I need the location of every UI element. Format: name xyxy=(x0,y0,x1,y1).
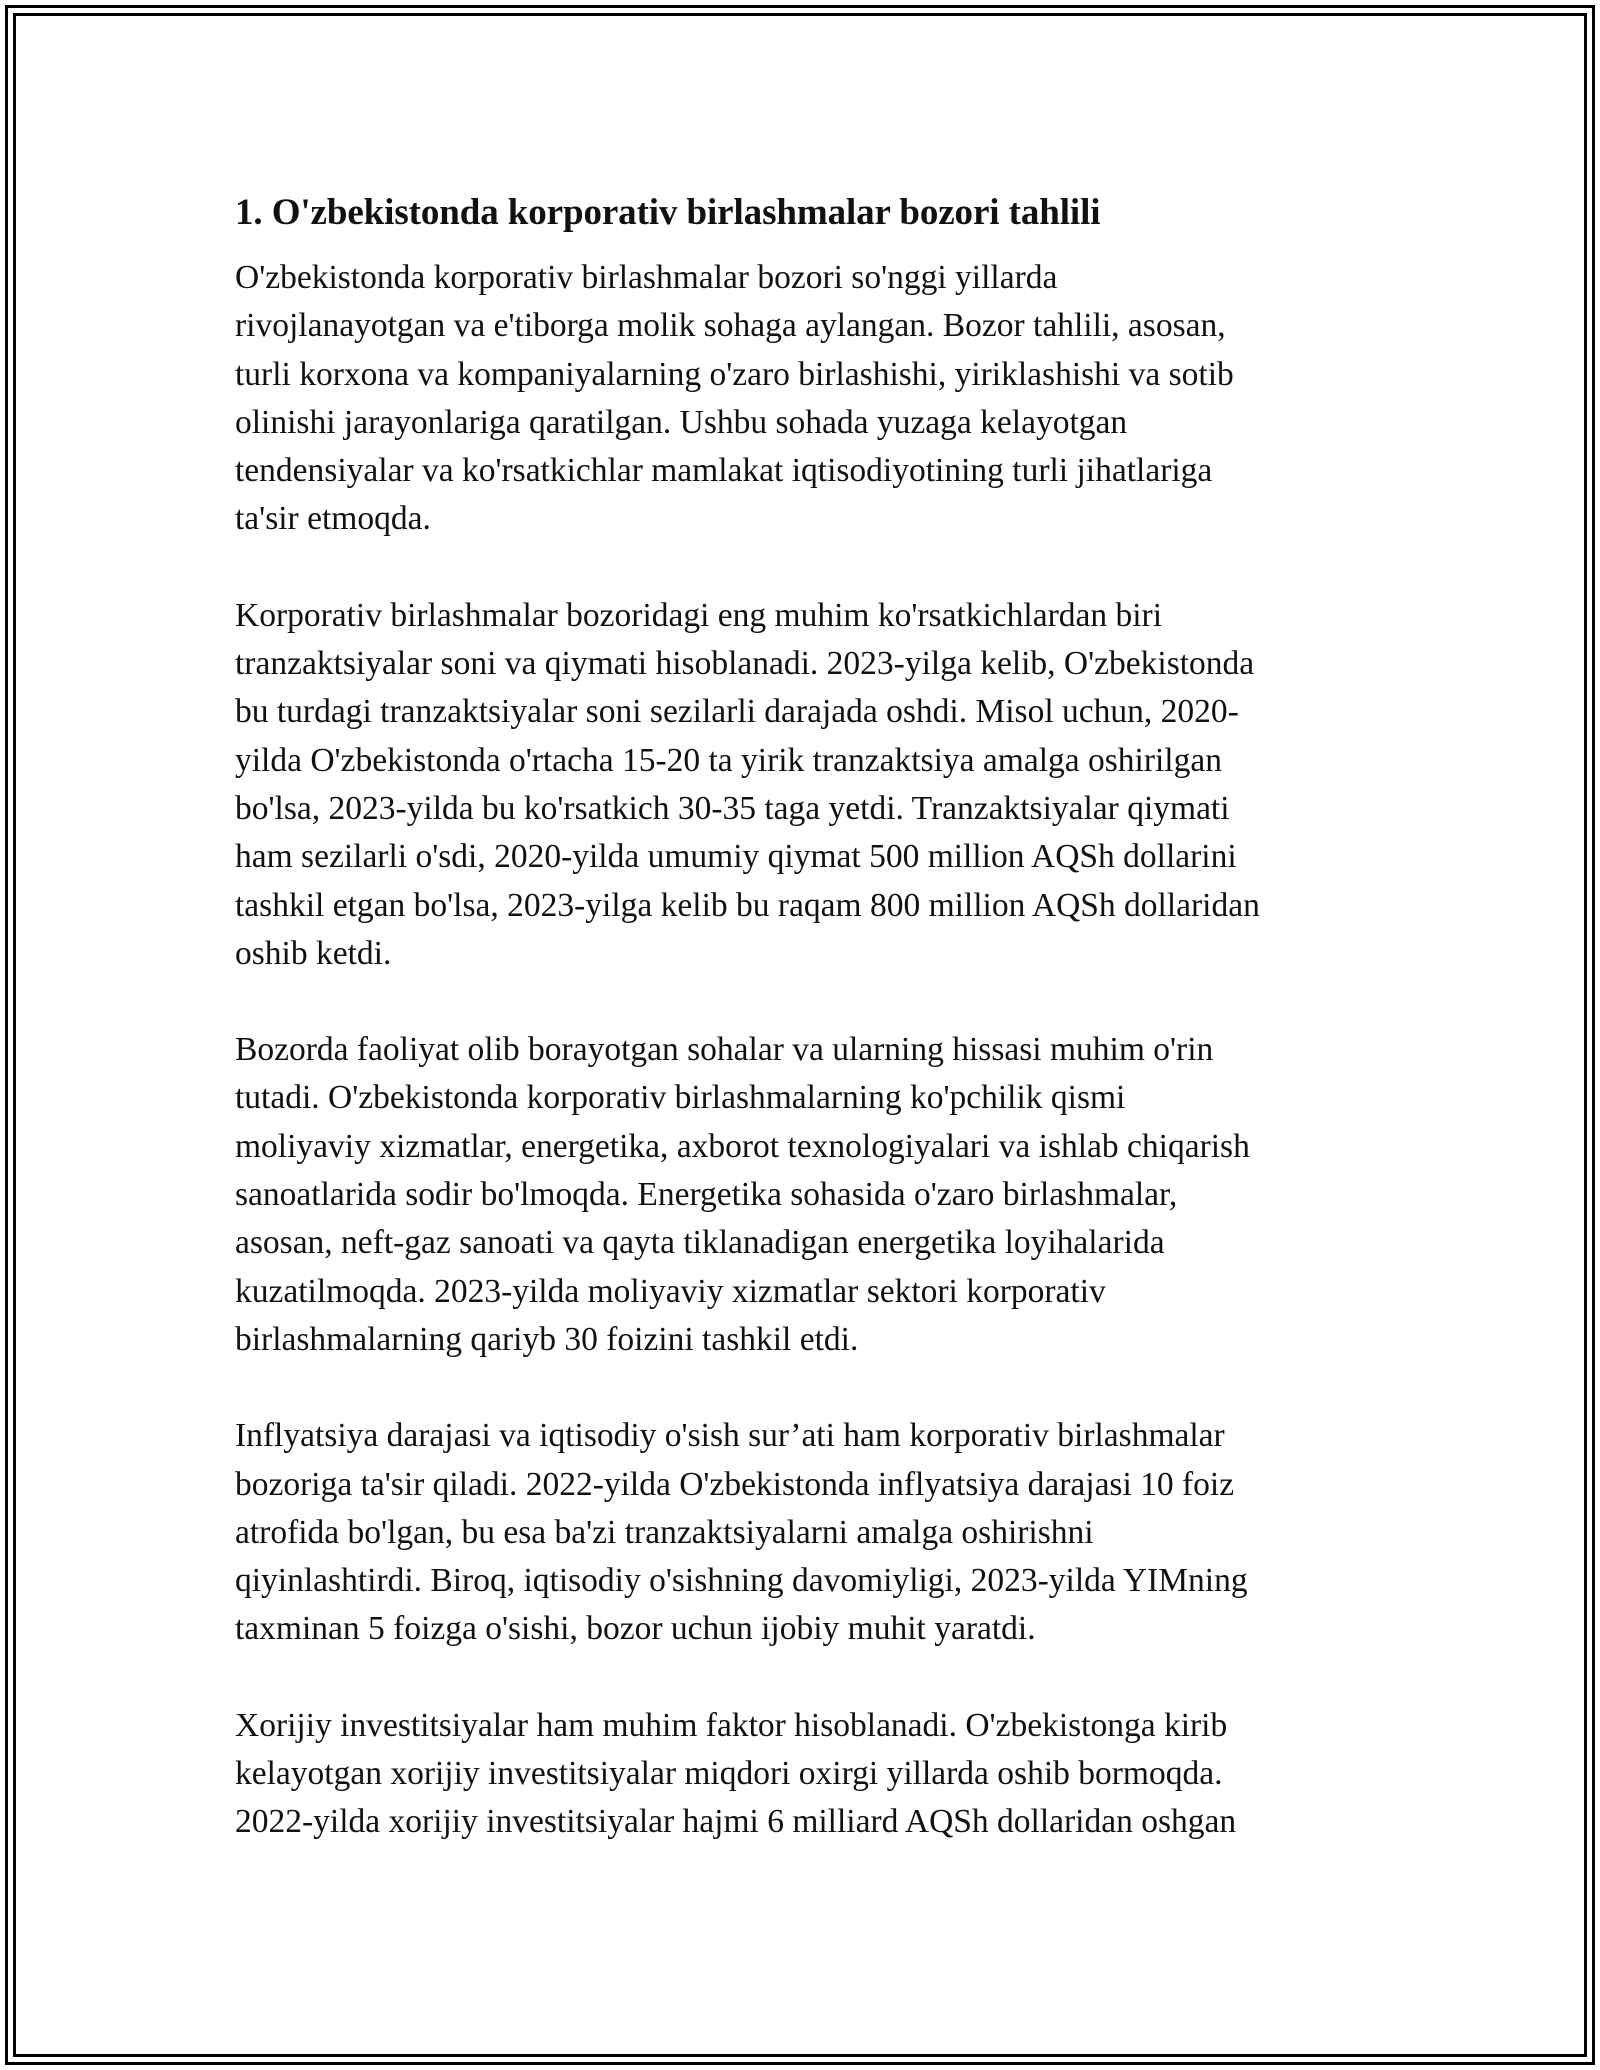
paragraph-sectors: Bozorda faoliyat olib borayotgan sohalar va ularning hissasi muhim o'rin tutadi. O'zbekistonda korporativ birlashmalarning ko'pchilik qismi moliyaviy xizmatlar, energetika, axborot texnologiyalari va ishlab chiqarish sanoatlarida sodir bo'lmoqda. Energetika sohasida o'zaro birlashmalar, asosan, neft-gaz sanoati va qayta tiklanadigan energetika loyihalarida kuzatilmoqda. 2023-yilda moliyaviy xizmatlar sektori korporativ birlashmalarning qariyb 30 foizini tashkil etdi. xyxy=(235,1031,1250,1358)
paragraph-market-overview: O'zbekistonda korporativ birlashmalar bozori so'nggi yillarda rivojlanayotgan va e'tiborga molik sohaga aylangan. Bozor tahlili, asosan, turli korxona va kompaniyalarning o'zaro birlashishi, yiriklashishi va sotib olinishi jarayonlariga qaratilgan. Ushbu sohada yuzaga kelayotgan tendensiyalar va ko'rsatkichlar mamlakat iqtisodiyotining turli jihatlariga ta'sir etmoqda. xyxy=(235,259,1234,538)
paragraph-transactions: Korporativ birlashmalar bozoridagi eng muhim ko'rsatkichlardan biri tranzaktsiyalar soni va qiymati hisoblanadi. 2023-yilga kelib, O'zbekistonda bu turdagi tranzaktsiyalar soni sezilarli darajada oshdi. Misol uchun, 2020- yilda O'zbekistonda o'rtacha 15-20 ta yirik tranzaktsiya amalga oshirilgan bo'lsa, 2023-yilda bu ko'rsatkich 30-35 taga yetdi. Tranzaktsiyalar qiymati ham sezilarli o'sdi, 2020-yilda umumiy qiymat 500 million AQSh dollarini tashkil etgan bo'lsa, 2023-yilga kelib bu raqam 800 million AQSh dollaridan oshib ketdi. xyxy=(235,596,1260,972)
paragraph-inflation-growth: Inflyatsiya darajasi va iqtisodiy o'sish sur’ati ham korporativ birlashmalar bozoriga ta'sir qiladi. 2022-yilda O'zbekistonda inflyatsiya darajasi 10 foiz atrofida bo'lgan, bu esa ba'zi tranzaktsiyalarni amalga oshirishni qiyinlashtirdi. Biroq, iqtisodiy o'sishning davomiyligi, 2023-yilda YIMning taxminan 5 foizga o'sishi, bozor uchun ijobiy muhit yaratdi. xyxy=(235,1417,1248,1648)
document-body xyxy=(235,190,1385,1847)
section-heading: 1. O'zbekistonda korporativ birlashmalar bozori tahlili xyxy=(235,192,1101,233)
paragraph-foreign-investment: Xorijiy investitsiyalar ham muhim faktor hisoblanadi. O'zbekistonga kirib kelayotgan xorijiy investitsiyalar miqdori oxirgi yillarda oshib bormoqda. 2022-yilda xorijiy investitsiyalar hajmi 6 milliard AQSh dollaridan oshgan xyxy=(235,1706,1237,1841)
